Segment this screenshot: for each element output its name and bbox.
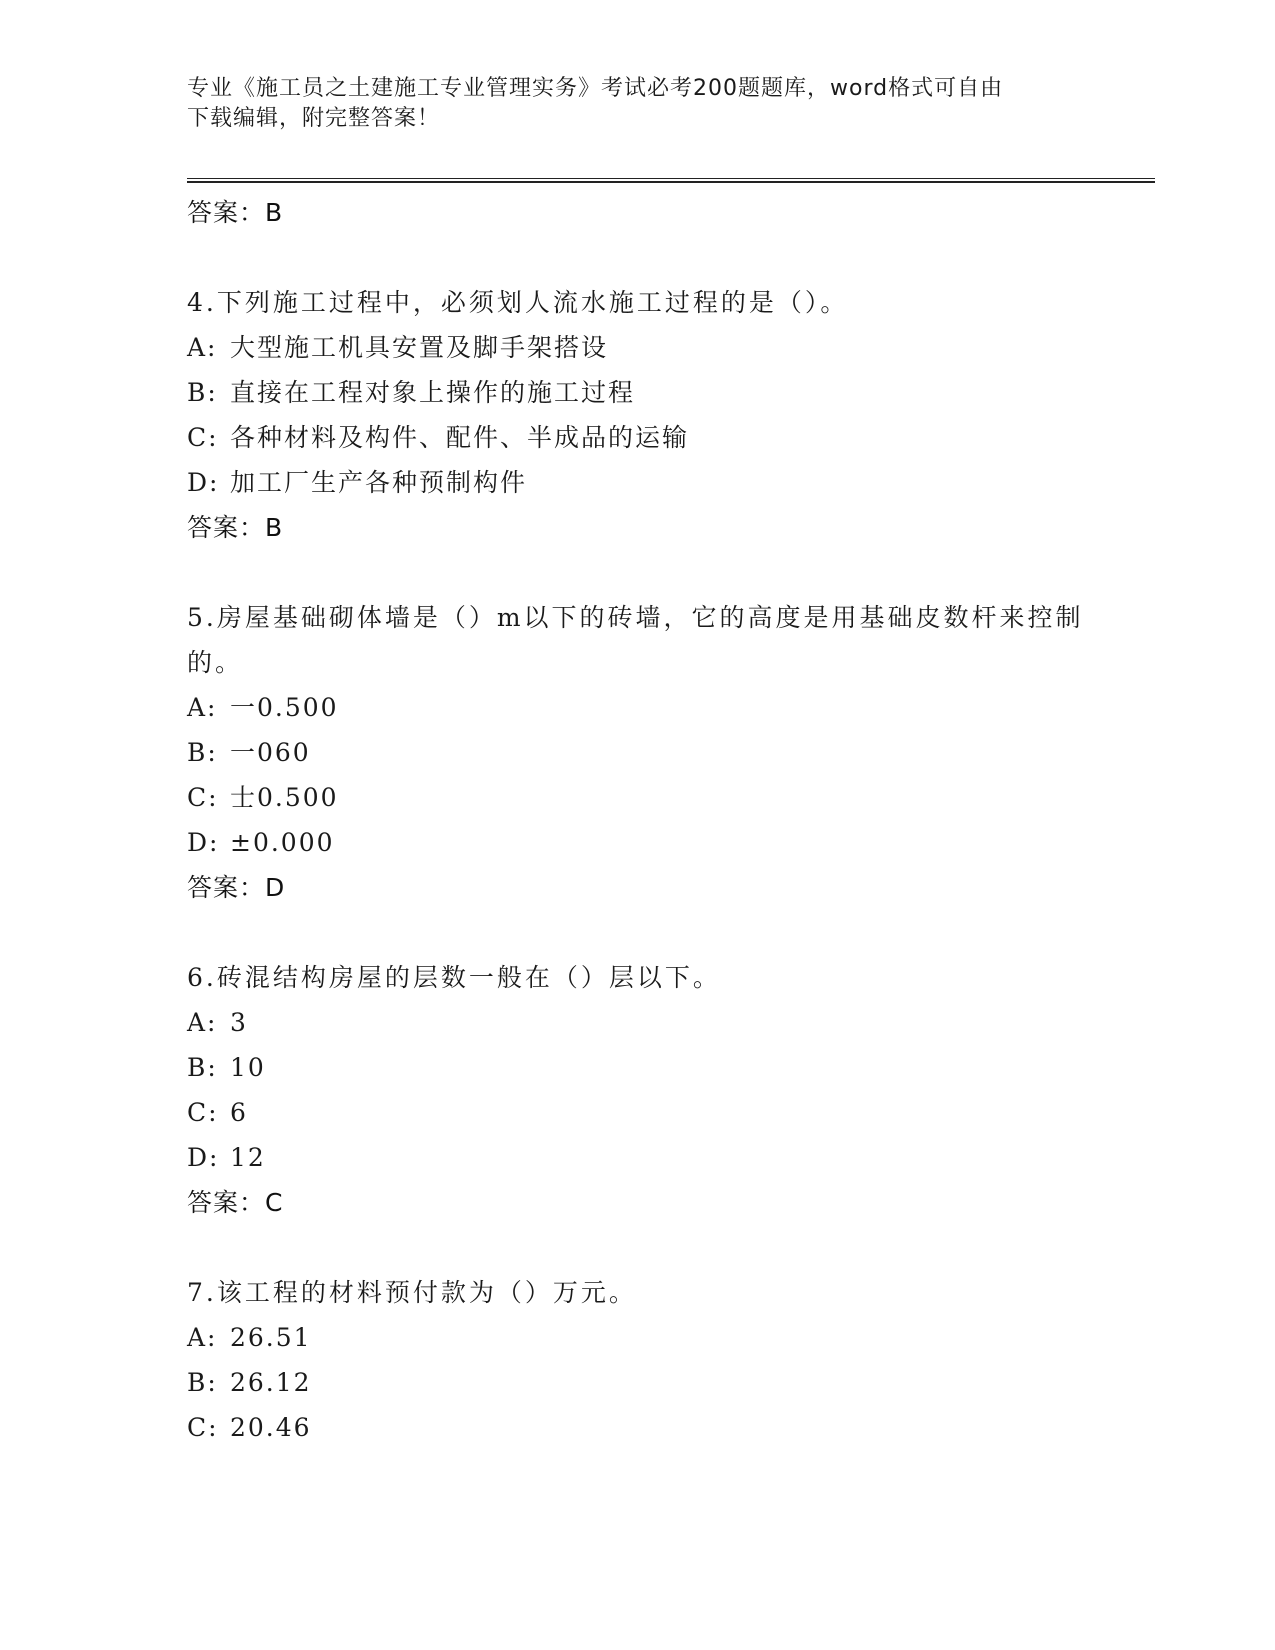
- option-text: 10: [230, 1053, 266, 1082]
- question-text: 6.砖混结构房屋的层数一般在（）层以下。: [187, 963, 721, 992]
- option-b: [187, 1045, 1087, 1090]
- option-d: [187, 460, 1087, 505]
- option-b: [187, 1360, 1087, 1405]
- option-text: ±0.000: [230, 828, 335, 857]
- option-letter: A:: [187, 1323, 218, 1352]
- option-letter: B:: [187, 1053, 218, 1082]
- option-b: [187, 730, 1087, 775]
- option-text: 26.51: [230, 1323, 312, 1352]
- option-letter: B:: [187, 1368, 218, 1397]
- option-c: [187, 1405, 1087, 1450]
- option-letter: B:: [187, 738, 218, 767]
- question-list: [187, 190, 1087, 1450]
- option-text: 加工厂生产各种预制构件: [230, 468, 528, 497]
- option-text: 大型施工机具安置及脚手架搭设: [230, 333, 609, 362]
- question-block: [187, 1270, 1087, 1450]
- header-divider: [187, 178, 1155, 183]
- option-text: 12: [230, 1143, 266, 1172]
- question-text: 4.下列施工过程中，必须划人流水施工过程的是（）。: [187, 288, 849, 317]
- option-text: 各种材料及构件、配件、半成品的运输: [230, 423, 690, 452]
- option-letter: D:: [187, 468, 220, 497]
- option-text: 6: [230, 1098, 248, 1127]
- answer-line: 答案：D: [187, 873, 286, 902]
- header-title-line-1: 专业《施工员之土建施工专业管理实务》考试必考200题题库，word格式可自由: [187, 76, 1004, 101]
- option-letter: A:: [187, 333, 218, 362]
- option-a: [187, 1315, 1087, 1360]
- option-text: 一060: [230, 738, 311, 767]
- option-letter: C:: [187, 1413, 219, 1442]
- document-header: [187, 74, 1067, 134]
- option-d: [187, 820, 1087, 865]
- question-text: 7.该工程的材料预付款为（）万元。: [187, 1278, 637, 1307]
- option-letter: B:: [187, 378, 218, 407]
- header-title-line-2: 下载编辑，附完整答案！: [187, 106, 441, 131]
- question-block: [187, 955, 1087, 1225]
- option-text: 3: [230, 1008, 248, 1037]
- option-text: 士0.500: [230, 783, 339, 812]
- question-block: [187, 280, 1087, 550]
- option-letter: A:: [187, 1008, 218, 1037]
- option-a: [187, 1000, 1087, 1045]
- option-text: 一0.500: [230, 693, 339, 722]
- option-text: 直接在工程对象上操作的施工过程: [230, 378, 636, 407]
- option-c: [187, 1090, 1087, 1135]
- option-c: [187, 775, 1087, 820]
- option-letter: D:: [187, 1143, 220, 1172]
- option-letter: C:: [187, 783, 219, 812]
- answer-line: 答案：C: [187, 1188, 284, 1217]
- option-a: [187, 325, 1087, 370]
- option-b: [187, 370, 1087, 415]
- question-text: 5.房屋基础砌体墙是（）m以下的砖墙，它的高度是用基础皮数杆来控制的。: [187, 603, 1084, 677]
- question-block: [187, 595, 1087, 910]
- option-a: [187, 685, 1087, 730]
- option-letter: C:: [187, 423, 219, 452]
- option-d: [187, 1135, 1087, 1180]
- option-letter: A:: [187, 693, 218, 722]
- answer-line: 答案：B: [187, 198, 284, 227]
- option-letter: C:: [187, 1098, 219, 1127]
- option-text: 20.46: [230, 1413, 312, 1442]
- option-c: [187, 415, 1087, 460]
- option-text: 26.12: [230, 1368, 312, 1397]
- answer-line: 答案：B: [187, 513, 284, 542]
- option-letter: D:: [187, 828, 220, 857]
